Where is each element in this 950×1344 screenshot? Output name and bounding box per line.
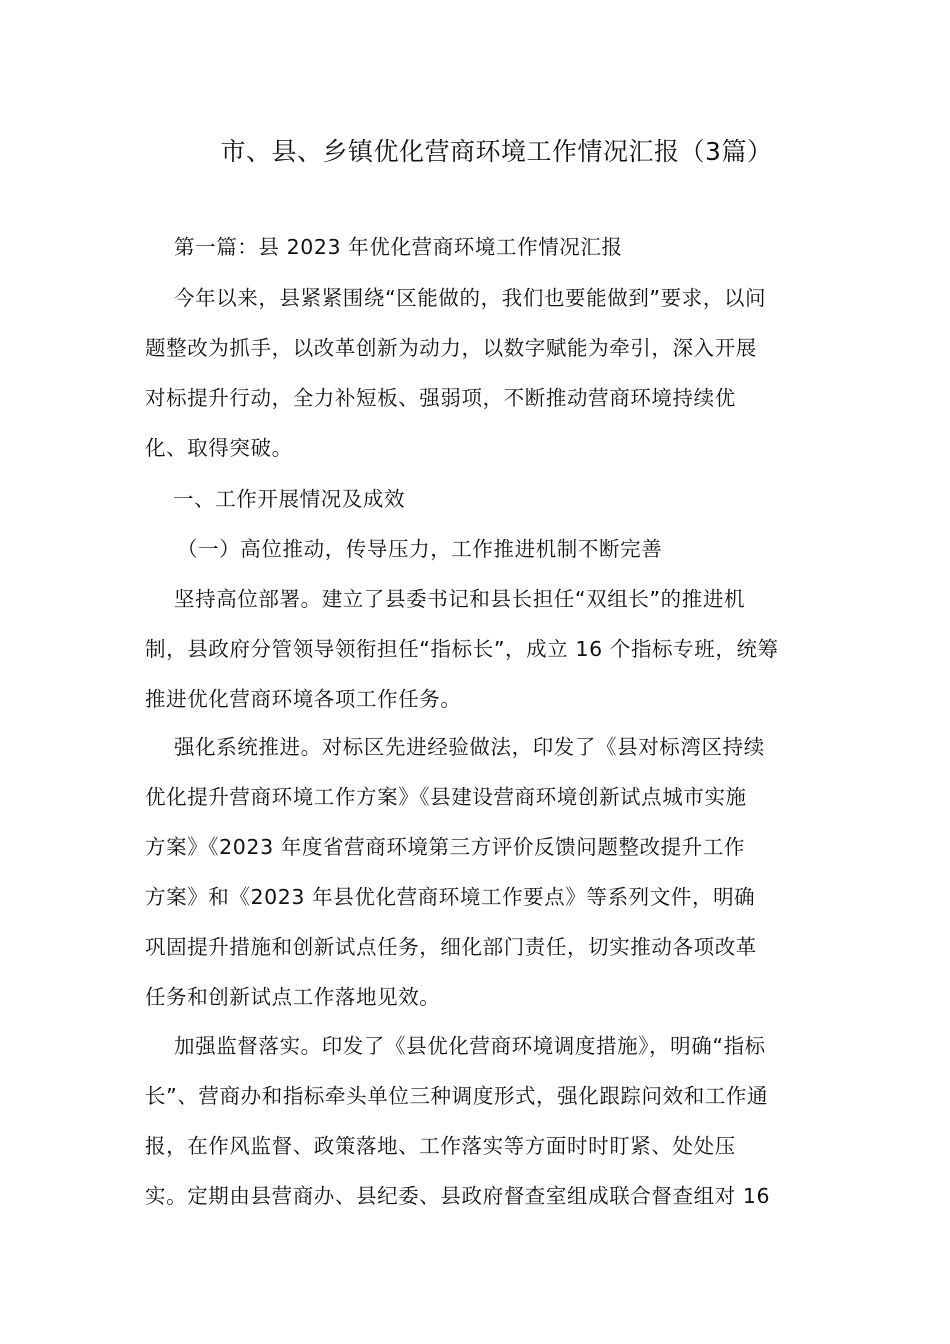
heading-1-block — [145, 474, 810, 524]
section-heading: 第一篇：县 2023 年优化营商环境工作情况汇报 — [174, 235, 623, 259]
paragraph-line: 今年以来，县紧紧围绕“区能做的，我们也要能做到”要求，以问 — [174, 286, 767, 310]
paragraph-line: 任务和创新试点工作落地见效。 — [145, 985, 441, 1009]
subheading-1-block — [145, 524, 810, 574]
paragraph-line: 长”、营商办和指标牵头单位三种调度形式，强化跟踪问效和工作通 — [145, 1084, 769, 1108]
paragraph-line: 加强监督落实。印发了《县优化营商环境调度措施》，明确“指标 — [174, 1034, 766, 1058]
paragraph-line: 方案》和《2023 年县优化营商环境工作要点》等系列文件，明确 — [145, 885, 756, 909]
paragraph-line: 化、取得突破。 — [145, 436, 293, 460]
paragraph-line: 报，在作风监督、政策落地、工作落实等方面时时盯紧、处处压 — [145, 1134, 736, 1158]
paragraph-line: 对标提升行动，全力补短板、强弱项，不断推动营商环境持续优 — [145, 386, 736, 410]
paragraph-line: 制，县政府分管领导领衔担任“指标长”，成立 16 个指标专班，统筹 — [145, 637, 779, 661]
paragraph-line: 实。定期由县营商办、县纪委、县政府督查室组成联合督查组对 16 — [145, 1184, 771, 1208]
paragraph-line: 强化系统推进。对标区先进经验做法，印发了《县对标湾区持续 — [174, 735, 765, 759]
section-heading-block — [145, 222, 810, 272]
paragraph-line: 题整改为抓手，以改革创新为动力，以数字赋能为牵引，深入开展 — [145, 336, 757, 360]
section-heading-1: 一、工作开展情况及成效 — [173, 487, 406, 511]
paragraph-4 — [145, 1021, 810, 1221]
paragraph-line: 方案》《2023 年度省营商环境第三方评价反馈问题整改提升工作 — [145, 835, 746, 859]
paragraph-line: 坚持高位部署。建立了县委书记和县长担任“双组长”的推进机 — [174, 587, 746, 611]
paragraph-3 — [145, 722, 810, 1022]
paragraph-1 — [145, 273, 810, 473]
paragraph-line: 优化提升营商环境工作方案》《县建设营商环境创新试点城市实施 — [145, 785, 747, 809]
document-title: 市、县、乡镇优化营商环境工作情况汇报（3篇） — [220, 137, 773, 166]
paragraph-line: 巩固提升措施和创新试点任务，细化部门责任，切实推动各项改革 — [145, 935, 757, 959]
subsection-heading-1: （一）高位推动，传导压力，工作推进机制不断完善 — [177, 537, 663, 561]
paragraph-2 — [145, 574, 810, 724]
paragraph-line: 推进优化营商环境各项工作任务。 — [145, 687, 462, 711]
